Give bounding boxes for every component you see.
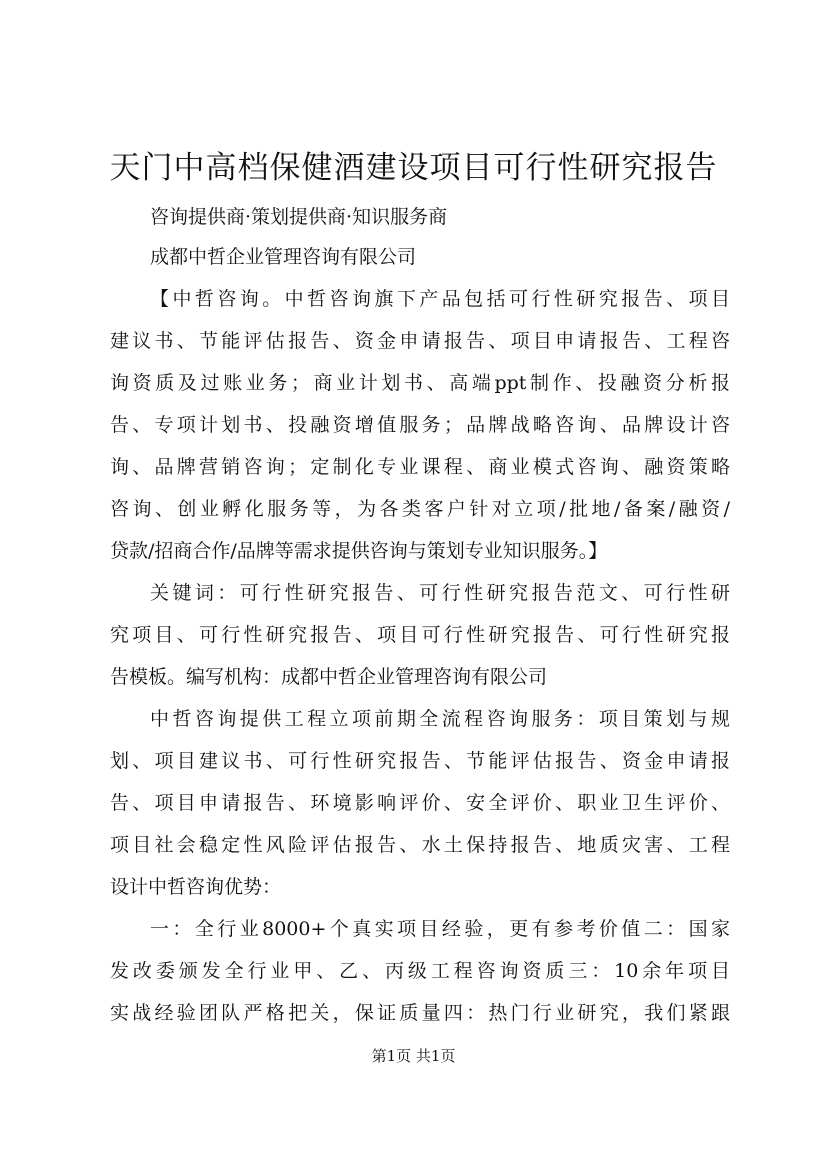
paragraph-line: 告、项目申请报告、环境影响评价、安全评价、职业卫生评价、 [110, 792, 730, 814]
subtitle-line: 咨询提供商·策划提供商·知识服务商 [150, 206, 448, 228]
paragraph-line: 发改委颁发全行业甲、乙、丙级工程咨询资质三：10余年项目 [110, 960, 730, 982]
paragraph-line: 中哲咨询提供工程立项前期全流程咨询服务：项目策划与规 [150, 708, 730, 730]
keywords-line: 关键词：可行性研究报告、可行性研究报告范文、可行性研 [150, 582, 730, 604]
paragraph-line: 贷款/招商合作/品牌等需求提供咨询与策划专业知识服务。】 [110, 540, 608, 562]
paragraph-line: 询资质及过账业务；商业计划书、高端ppt制作、投融资分析报 [110, 372, 730, 394]
paragraph-line: 建议书、节能评估报告、资金申请报告、项目申请报告、工程咨 [110, 330, 730, 352]
paragraph-line: 告、专项计划书、投融资增值服务；品牌战略咨询、品牌设计咨 [110, 414, 730, 436]
paragraph-line: 询、品牌营销咨询；定制化专业课程、商业模式咨询、融资策略 [110, 456, 730, 478]
keywords-line: 告模板。编写机构：成都中哲企业管理咨询有限公司 [110, 666, 548, 688]
paragraph-line: 项目社会稳定性风险评估报告、水土保持报告、地质灾害、工程 [110, 834, 730, 856]
paragraph-line: 咨询、创业孵化服务等，为各类客户针对立项/批地/备案/融资/ [110, 498, 730, 520]
paragraph-line: 实战经验团队严格把关，保证质量四：热门行业研究，我们紧跟 [110, 1002, 730, 1024]
keywords-line: 究项目、可行性研究报告、项目可行性研究报告、可行性研究报 [110, 624, 730, 646]
company-line: 成都中哲企业管理咨询有限公司 [150, 246, 417, 268]
paragraph-line: 设计中哲咨询优势： [110, 876, 282, 898]
paragraph-line: 【中哲咨询。中哲咨询旗下产品包括可行性研究报告、项目 [150, 288, 730, 310]
page-footer: 第1页 共1页 [371, 1047, 456, 1065]
document-title: 天门中高档保健酒建设项目可行性研究报告 [109, 150, 718, 186]
paragraph-line: 划、项目建议书、可行性研究报告、节能评估报告、资金申请报 [110, 750, 730, 772]
paragraph-line: 一：全行业8000+个真实项目经验，更有参考价值二：国家 [150, 918, 730, 940]
